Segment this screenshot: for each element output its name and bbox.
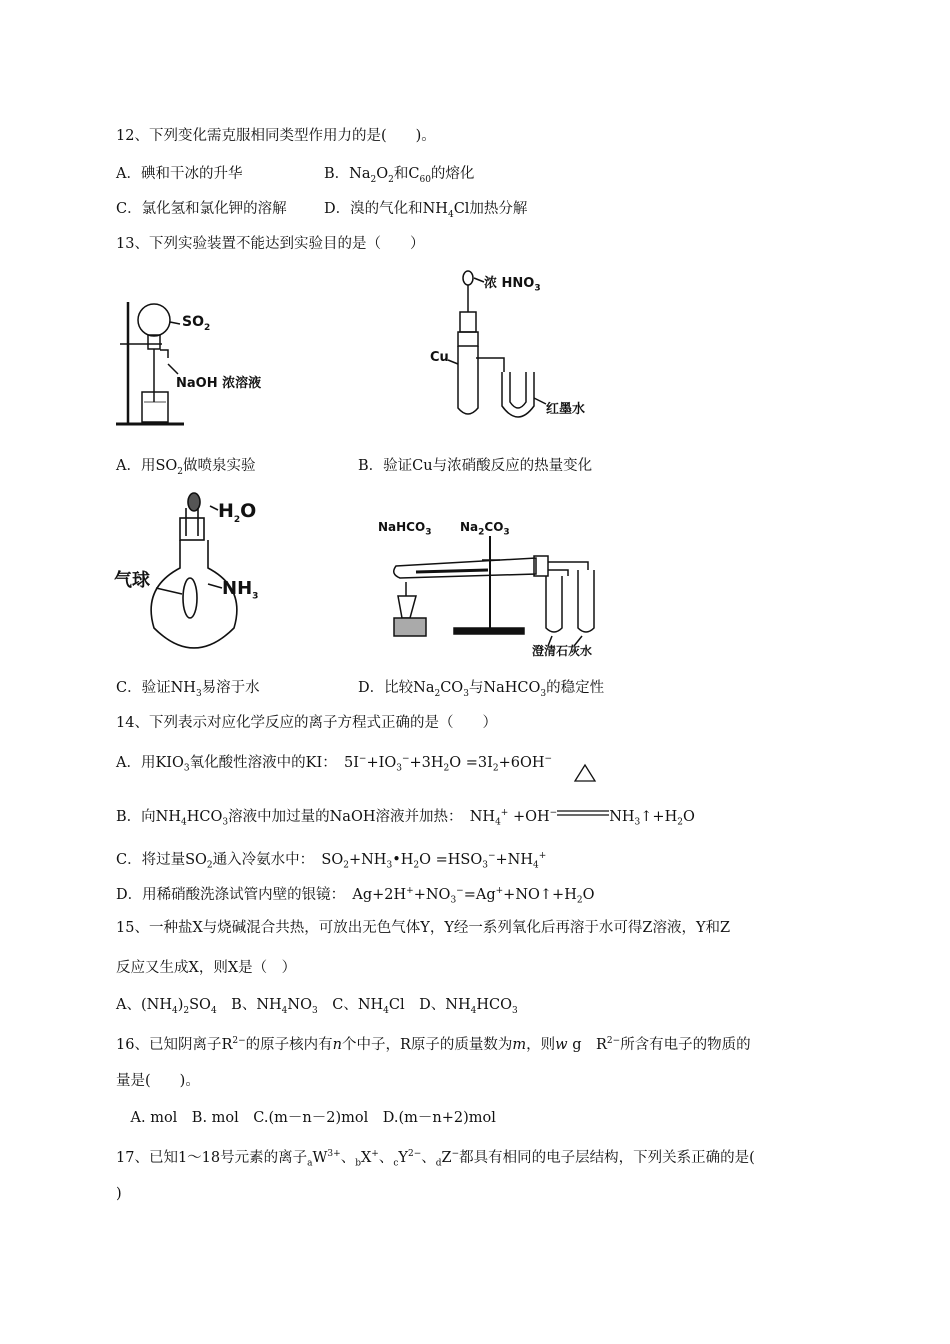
q12-options-cd: [116, 199, 527, 225]
q16-line2: 量是( )。: [116, 1073, 200, 1089]
fig-a-fountain-apparatus: [114, 292, 294, 432]
q17-line2: ): [116, 1186, 122, 1202]
q13-stem: 13、下列实验装置不能达到实验目的是（ ）: [116, 236, 425, 252]
q14-stem: 14、下列表示对应化学反应的离子方程式正确的是（ ）: [116, 715, 497, 731]
fountain-apparatus-drawing: [114, 292, 294, 432]
q14-option-c: C．将过量$SO_2$通入冷氨水中： $SO_2+NH_3•H_2O =HSO_3^-+NH_4^+$: [116, 851, 547, 871]
q15-line2: 反应又生成X，则X是（ ）: [116, 960, 297, 976]
fig-b-cu-label: Cu: [430, 350, 449, 365]
fig-c-h2o-label: $H_2O$: [218, 500, 257, 525]
q12-option-a: A．碘和干冰的升华: [116, 166, 243, 182]
fig-d-carbonate-apparatus: [376, 518, 616, 663]
q16-line1: 16、已知阴离子$R^{2-}$的原子核内有n个中子，R原子的质量数为m，则w g $R^{2-}$所含有电子的物质的: [116, 1036, 751, 1053]
q13-caption-c: C．验证$NH_3$易溶于水: [116, 680, 260, 699]
q12-stem: 12、下列变化需克服相同类型作用力的是( )。: [116, 128, 436, 144]
fig-b-cu-hno3-apparatus: [428, 268, 608, 428]
q12-option-b: B．$Na_2O_2$和$C_{60}$的熔化: [324, 166, 475, 185]
q13-caption-a: A．用$SO_2$做喷泉实验: [116, 458, 256, 477]
fig-c-balloon-label: 气球: [114, 570, 150, 591]
q12-option-d: D．溴的气化和$NH_4Cl$加热分解: [324, 201, 528, 220]
heat-triangle-icon: [557, 783, 609, 803]
fig-b-ink-label: 红墨水: [546, 402, 586, 417]
q12-options-ab: [116, 164, 474, 190]
q14-option-d: D．用稀硝酸洗涤试管内壁的银镜： $Ag+2H^++NO_3^-=Ag^++NO↑+H_2O$: [116, 886, 595, 906]
fig-a-naoh-label: NaOH 浓溶液: [176, 376, 262, 391]
q12-option-c: C．氯化氢和氯化钾的溶解: [116, 201, 287, 217]
fig-c-nh3-apparatus: [114, 488, 274, 663]
fig-d-limewater-label: 澄清石灰水: [532, 644, 593, 658]
fig-b-hno3-label: 浓 $HNO_3$: [484, 276, 541, 294]
q17-line1: 17、已知1～18号元素的离子$_aW^{3+}$、$_b$X+、$_cY^{2-}$、$_d$Z−都具有相同的电子层结构，下列关系正确的是(: [116, 1149, 755, 1169]
q13-caption-b: B．验证Cu与浓硝酸反应的热量变化: [358, 458, 593, 474]
fig-d-na2co3-label: $Na_2CO_3$: [460, 520, 510, 538]
heat-equals-sign: [557, 803, 609, 823]
q14-option-a: A．用$KIO_3$氧化酸性溶液中的KI： $5I^-+IO_3^-+3H_2O =3I_2+6OH^-$: [116, 754, 553, 774]
q15-line1: 15、一种盐X与烧碱混合共热，可放出无色气体Y，Y经一系列氧化后再溶于水可得Z溶液，Y和Z: [116, 920, 731, 936]
q13-caption-d: D．比较$Na_2CO_3$与NaHCO$_3$的稳定性: [358, 680, 605, 699]
fig-c-nh3-label: $NH_3$: [222, 578, 259, 602]
fig-a-so2-label: $SO_2$: [182, 314, 211, 333]
q14-option-b: B．向$NH_4HCO_3$溶液中加过量的NaOH溶液并加热： $NH_4^+ +OH^-$ $NH_3↑+H_2O$: [116, 803, 695, 833]
fig-d-nahco3-label: NaHCO$_3$: [378, 520, 432, 538]
q15-options: A、$(NH_4)_2SO_4$ B、$NH_4NO_3$ C、$NH_4Cl$ D、$NH_4HCO_3$: [116, 997, 518, 1016]
q16-options: A. mol B. mol C.(m－n－2)mol D.(m－n+2)mol: [116, 1110, 496, 1126]
